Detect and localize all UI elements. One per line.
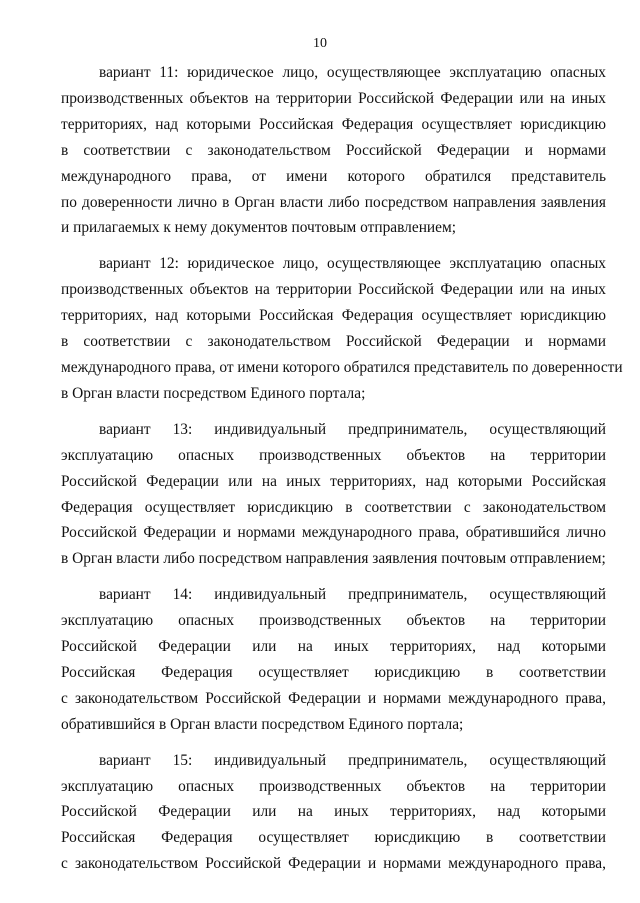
text-line: вариант 12: юридическое лицо, осуществляющее эксплуатацию опасных <box>99 255 606 273</box>
text-line: эксплуатацию опасных производственных объектов на территории <box>61 777 606 795</box>
paragraph-variant-12 <box>61 251 623 406</box>
text-line: с законодательством Российской Федерации и нормами международного права, <box>61 855 606 873</box>
text-line: вариант 13: индивидуальный предприниматель, осуществляющий <box>99 420 606 438</box>
paragraph-variant-11 <box>61 60 606 241</box>
text-line: Российской Федерации или на иных территориях, над которыми <box>61 638 606 656</box>
text-line: эксплуатацию опасных производственных объектов на территории <box>61 612 606 630</box>
paragraph-variant-13 <box>61 417 606 572</box>
text-line: территориях, над которыми Российская Федерация осуществляет юрисдикцию <box>61 115 606 133</box>
text-line: обратившийся в Орган власти посредством Единого портала; <box>61 715 464 733</box>
text-line: Федерация осуществляет юрисдикцию в соответствии с законодательством <box>61 498 606 516</box>
text-line: и прилагаемых к нему документов почтовым отправлением; <box>61 219 457 237</box>
text-line: эксплуатацию опасных производственных объектов на территории <box>61 446 606 464</box>
page-number: 10 <box>313 36 327 51</box>
text-line: производственных объектов на территории Российской Федерации или на иных <box>61 281 606 299</box>
text-line: вариант 11: юридическое лицо, осуществляющее эксплуатацию опасных <box>99 64 606 81</box>
text-line: Российская Федерация осуществляет юрисдикцию в соответствии <box>61 663 606 681</box>
text-line: вариант 14: индивидуальный предприниматель, осуществляющий <box>99 586 606 604</box>
text-line: в Орган власти либо посредством направления заявления почтовым отправлением; <box>61 550 606 568</box>
text-line: Российская Федерация осуществляет юрисдикцию в соответствии <box>61 829 606 847</box>
text-line: в соответствии с законодательством Российской Федерации и нормами <box>61 333 606 351</box>
text-line: производственных объектов на территории Российской Федерации или на иных <box>61 89 606 107</box>
text-line: международного права, от имени которого обратился представитель <box>61 167 606 185</box>
text-line: в Орган власти посредством Единого портала; <box>61 384 366 402</box>
paragraph-variant-14 <box>61 582 606 737</box>
text-line: с законодательством Российской Федерации и нормами международного права, <box>61 689 606 707</box>
document-body <box>61 60 623 887</box>
text-line: территориях, над которыми Российская Федерация осуществляет юрисдикцию <box>61 307 606 325</box>
text-line: Российской Федерации и нормами международного права, обратившийся лично <box>61 524 606 542</box>
text-line: в соответствии с законодательством Российской Федерации и нормами <box>61 141 606 159</box>
text-line: по доверенности лично в Орган власти либо посредством направления заявления <box>61 193 606 211</box>
paragraph-variant-15 <box>61 748 606 878</box>
text-line: Российской Федерации или на иных территориях, над которыми <box>61 803 606 821</box>
text-line: Российской Федерации или на иных территориях, над которыми Российская <box>61 472 606 490</box>
text-line: международного права, от имени которого обратился представитель по доверенности <box>61 358 623 376</box>
text-line: вариант 15: индивидуальный предприниматель, осуществляющий <box>99 751 606 769</box>
